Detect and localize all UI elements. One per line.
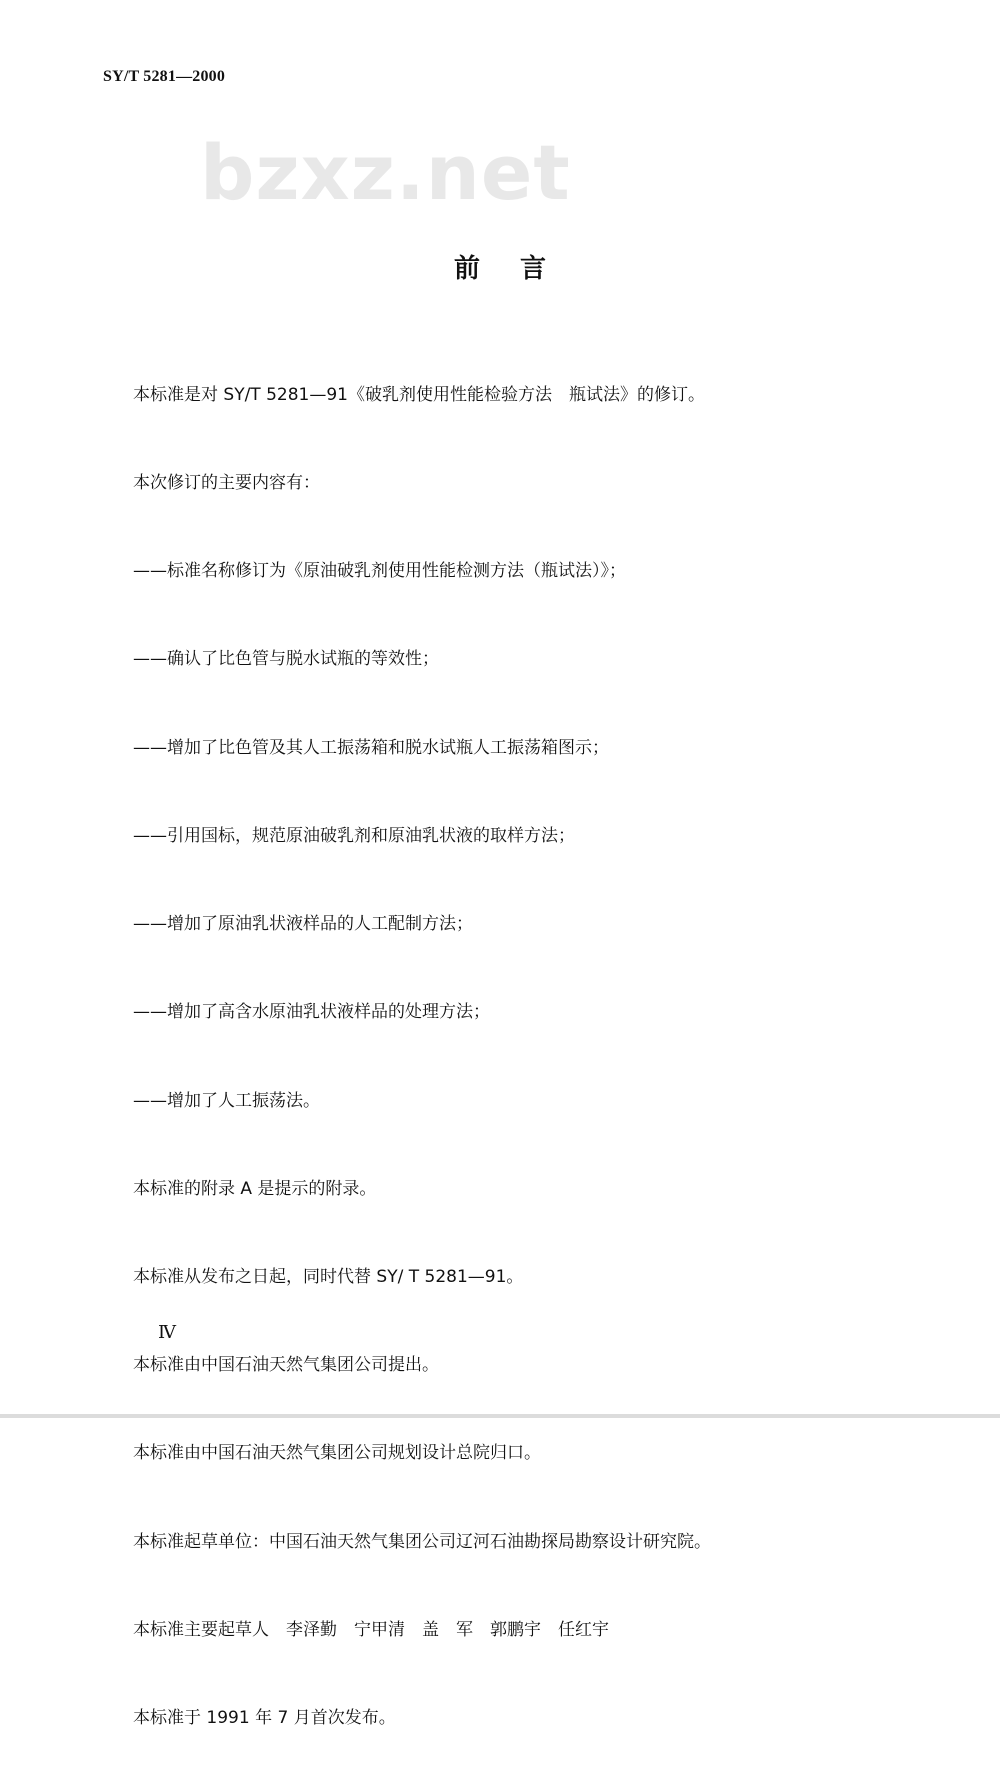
paragraph-line: 本标准由中国石油天然气集团公司规划设计总院归口。 <box>133 1443 541 1464</box>
paragraph-line: 本标准起草单位：中国石油天然气集团公司辽河石油勘探局勘察设计研究院。 <box>133 1531 711 1552</box>
paragraph-line: 本标准是对 SY/T 5281—91《破乳剂使用性能检验方法 瓶试法》的修订。 <box>133 384 705 405</box>
paragraph-line: ——确认了比色管与脱水试瓶的等效性； <box>133 649 439 670</box>
watermark: bzxz.net <box>200 128 571 217</box>
paragraph-line: 本标准于 1991 年 7 月首次发布。 <box>133 1708 396 1729</box>
paragraph-line: ——标准名称修订为《原油破乳剂使用性能检测方法（瓶试法）》； <box>133 561 626 582</box>
paragraph-line: ——增加了人工振荡法。 <box>133 1090 320 1111</box>
page-bottom-edge <box>0 1414 1000 1418</box>
foreword-body <box>133 322 893 1792</box>
paragraph-line: 本标准的附录 A 是提示的附录。 <box>133 1178 377 1199</box>
page-title: 前言 <box>453 254 586 284</box>
paragraph-line: ——增加了原油乳状液样品的人工配制方法； <box>133 914 473 935</box>
paragraph-line: ——引用国标，规范原油破乳剂和原油乳状液的取样方法； <box>133 825 575 846</box>
paragraph-line: 本标准由中国石油天然气集团公司提出。 <box>133 1355 439 1376</box>
paragraph-line: ——增加了高含水原油乳状液样品的处理方法； <box>133 1002 490 1023</box>
page-number: Ⅳ <box>158 1322 176 1342</box>
paragraph-line: 本标准主要起草人 李泽勤 宁甲清 盖 军 郭鹏宇 任红宇 <box>133 1619 609 1640</box>
paragraph-line: 本标准从发布之日起，同时代替 SY/ T 5281—91。 <box>133 1267 524 1287</box>
paragraph-line: 本次修订的主要内容有： <box>133 473 320 494</box>
paragraph-line: ——增加了比色管及其人工振荡箱和脱水试瓶人工振荡箱图示； <box>133 737 609 758</box>
standard-code: SY/T 5281—2000 <box>103 68 226 85</box>
